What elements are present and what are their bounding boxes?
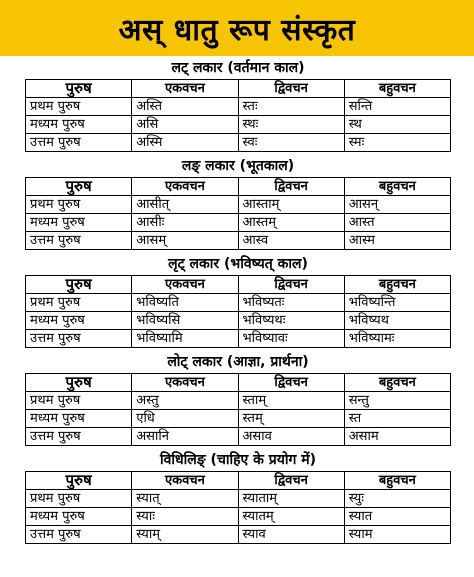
table-cell: प्रथम पुरुष <box>26 392 132 410</box>
table-row <box>26 508 451 526</box>
table-cell: आस्त <box>344 214 450 232</box>
column-header-bahuvachan: बहुवचन <box>344 374 450 392</box>
table-cell: मध्यम पुरुष <box>26 214 132 232</box>
table-cell: सन्तु <box>344 392 450 410</box>
table-row <box>26 98 451 116</box>
table-row <box>26 526 451 544</box>
table-header-row <box>26 178 451 196</box>
table-cell: असानि <box>132 428 238 446</box>
column-header-purusha: पुरुष <box>26 276 132 294</box>
table-cell: सन्ति <box>344 98 450 116</box>
lakara-heading: लट् लकार (वर्तमान काल) <box>171 60 305 76</box>
table-cell: स्तः <box>238 98 344 116</box>
table-cell: स्थः <box>238 116 344 134</box>
lakara-section-lat <box>25 57 451 152</box>
column-header-bahuvachan: बहुवचन <box>344 80 450 98</box>
table-cell: स्याम् <box>132 526 238 544</box>
table-cell: स्मः <box>344 134 450 152</box>
table-header-row <box>26 472 451 490</box>
table-cell: स्यात् <box>132 490 238 508</box>
table-cell: स्याम <box>344 526 450 544</box>
table-cell: भविष्यथ <box>344 312 450 330</box>
table-cell: प्रथम पुरुष <box>26 294 132 312</box>
table-cell: प्रथम पुरुष <box>26 98 132 116</box>
table-header-row <box>26 80 451 98</box>
conjugation-table <box>25 471 451 544</box>
column-header-purusha: पुरुष <box>26 178 132 196</box>
table-cell: मध्यम पुरुष <box>26 508 132 526</box>
table-cell: आस्ताम् <box>238 196 344 214</box>
lakara-heading: विधिलिङ् (चाहिए के प्रयोग में) <box>159 452 316 468</box>
column-header-ekavachan: एकवचन <box>132 276 238 294</box>
table-cell: भविष्यामः <box>344 330 450 348</box>
table-cell: स्त <box>344 410 450 428</box>
column-header-purusha: पुरुष <box>26 80 132 98</box>
page-title: अस् धातु रूप संस्कृत <box>118 12 356 48</box>
table-header-row <box>26 374 451 392</box>
table-row <box>26 232 451 250</box>
table-header-row <box>26 276 451 294</box>
table-cell: उत्तम पुरुष <box>26 428 132 446</box>
table-row <box>26 330 451 348</box>
table-cell: प्रथम पुरुष <box>26 196 132 214</box>
lakara-heading: लोट् लकार (आज्ञा, प्रार्थना) <box>167 354 309 370</box>
table-cell: आसम् <box>132 232 238 250</box>
table-row <box>26 134 451 152</box>
table-row <box>26 312 451 330</box>
conjugation-table <box>25 177 451 250</box>
column-header-purusha: पुरुष <box>26 472 132 490</box>
column-header-ekavachan: एकवचन <box>132 472 238 490</box>
table-cell: आस्तम् <box>238 214 344 232</box>
table-cell: असि <box>132 116 238 134</box>
table-cell: अस्ति <box>132 98 238 116</box>
table-cell: स्यातम् <box>238 508 344 526</box>
title-banner <box>0 0 474 56</box>
table-cell: स्ताम् <box>238 392 344 410</box>
table-cell: प्रथम पुरुष <box>26 490 132 508</box>
lakara-heading: लृट् लकार (भविष्यत् काल) <box>168 256 308 272</box>
table-cell: स्याः <box>132 508 238 526</box>
table-cell: आसन् <box>344 196 450 214</box>
column-header-purusha: पुरुष <box>26 374 132 392</box>
table-cell: असाव <box>238 428 344 446</box>
table-cell: उत्तम पुरुष <box>26 526 132 544</box>
table-cell: उत्तम पुरुष <box>26 134 132 152</box>
column-header-bahuvachan: बहुवचन <box>344 472 450 490</box>
table-row <box>26 214 451 232</box>
table-row <box>26 116 451 134</box>
table-row <box>26 490 451 508</box>
conjugation-table <box>25 79 451 152</box>
table-row <box>26 410 451 428</box>
table-row <box>26 196 451 214</box>
table-cell: आस्व <box>238 232 344 250</box>
column-header-dvivachan: द्विवचन <box>238 178 344 196</box>
conjugation-table <box>25 373 451 446</box>
column-header-dvivachan: द्विवचन <box>238 80 344 98</box>
table-cell: स्याव <box>238 526 344 544</box>
table-cell: स्तम् <box>238 410 344 428</box>
conjugation-sheet <box>25 57 451 547</box>
table-cell: मध्यम पुरुष <box>26 312 132 330</box>
table-cell: स्युः <box>344 490 450 508</box>
table-cell: भविष्यामि <box>132 330 238 348</box>
column-header-ekavachan: एकवचन <box>132 178 238 196</box>
table-cell: भविष्यति <box>132 294 238 312</box>
lakara-section-lrit <box>25 253 451 348</box>
table-cell: आस्म <box>344 232 450 250</box>
column-header-dvivachan: द्विवचन <box>238 276 344 294</box>
table-cell: स्वः <box>238 134 344 152</box>
column-header-ekavachan: एकवचन <box>132 80 238 98</box>
lakara-section-vidhiling <box>25 449 451 544</box>
table-cell: उत्तम पुरुष <box>26 330 132 348</box>
lakara-section-lang <box>25 155 451 250</box>
table-cell: अस्तु <box>132 392 238 410</box>
table-cell: भविष्यथः <box>238 312 344 330</box>
table-cell: भविष्यसि <box>132 312 238 330</box>
table-cell: स्थ <box>344 116 450 134</box>
column-header-bahuvachan: बहुवचन <box>344 178 450 196</box>
column-header-dvivachan: द्विवचन <box>238 374 344 392</box>
table-cell: मध्यम पुरुष <box>26 410 132 428</box>
column-header-bahuvachan: बहुवचन <box>344 276 450 294</box>
table-cell: स्यात <box>344 508 450 526</box>
table-row <box>26 428 451 446</box>
table-cell: आसीत् <box>132 196 238 214</box>
table-cell: स्याताम् <box>238 490 344 508</box>
lakara-heading: लङ् लकार (भूतकाल) <box>181 158 295 174</box>
table-cell: अस्मि <box>132 134 238 152</box>
column-header-ekavachan: एकवचन <box>132 374 238 392</box>
table-row <box>26 294 451 312</box>
table-row <box>26 392 451 410</box>
table-cell: उत्तम पुरुष <box>26 232 132 250</box>
table-cell: भविष्यन्ति <box>344 294 450 312</box>
column-header-dvivachan: द्विवचन <box>238 472 344 490</box>
table-cell: भविष्यावः <box>238 330 344 348</box>
table-cell: आसीः <box>132 214 238 232</box>
table-cell: असाम <box>344 428 450 446</box>
table-cell: मध्यम पुरुष <box>26 116 132 134</box>
table-cell: एधि <box>132 410 238 428</box>
table-cell: भविष्यतः <box>238 294 344 312</box>
conjugation-table <box>25 275 451 348</box>
lakara-section-lot <box>25 351 451 446</box>
